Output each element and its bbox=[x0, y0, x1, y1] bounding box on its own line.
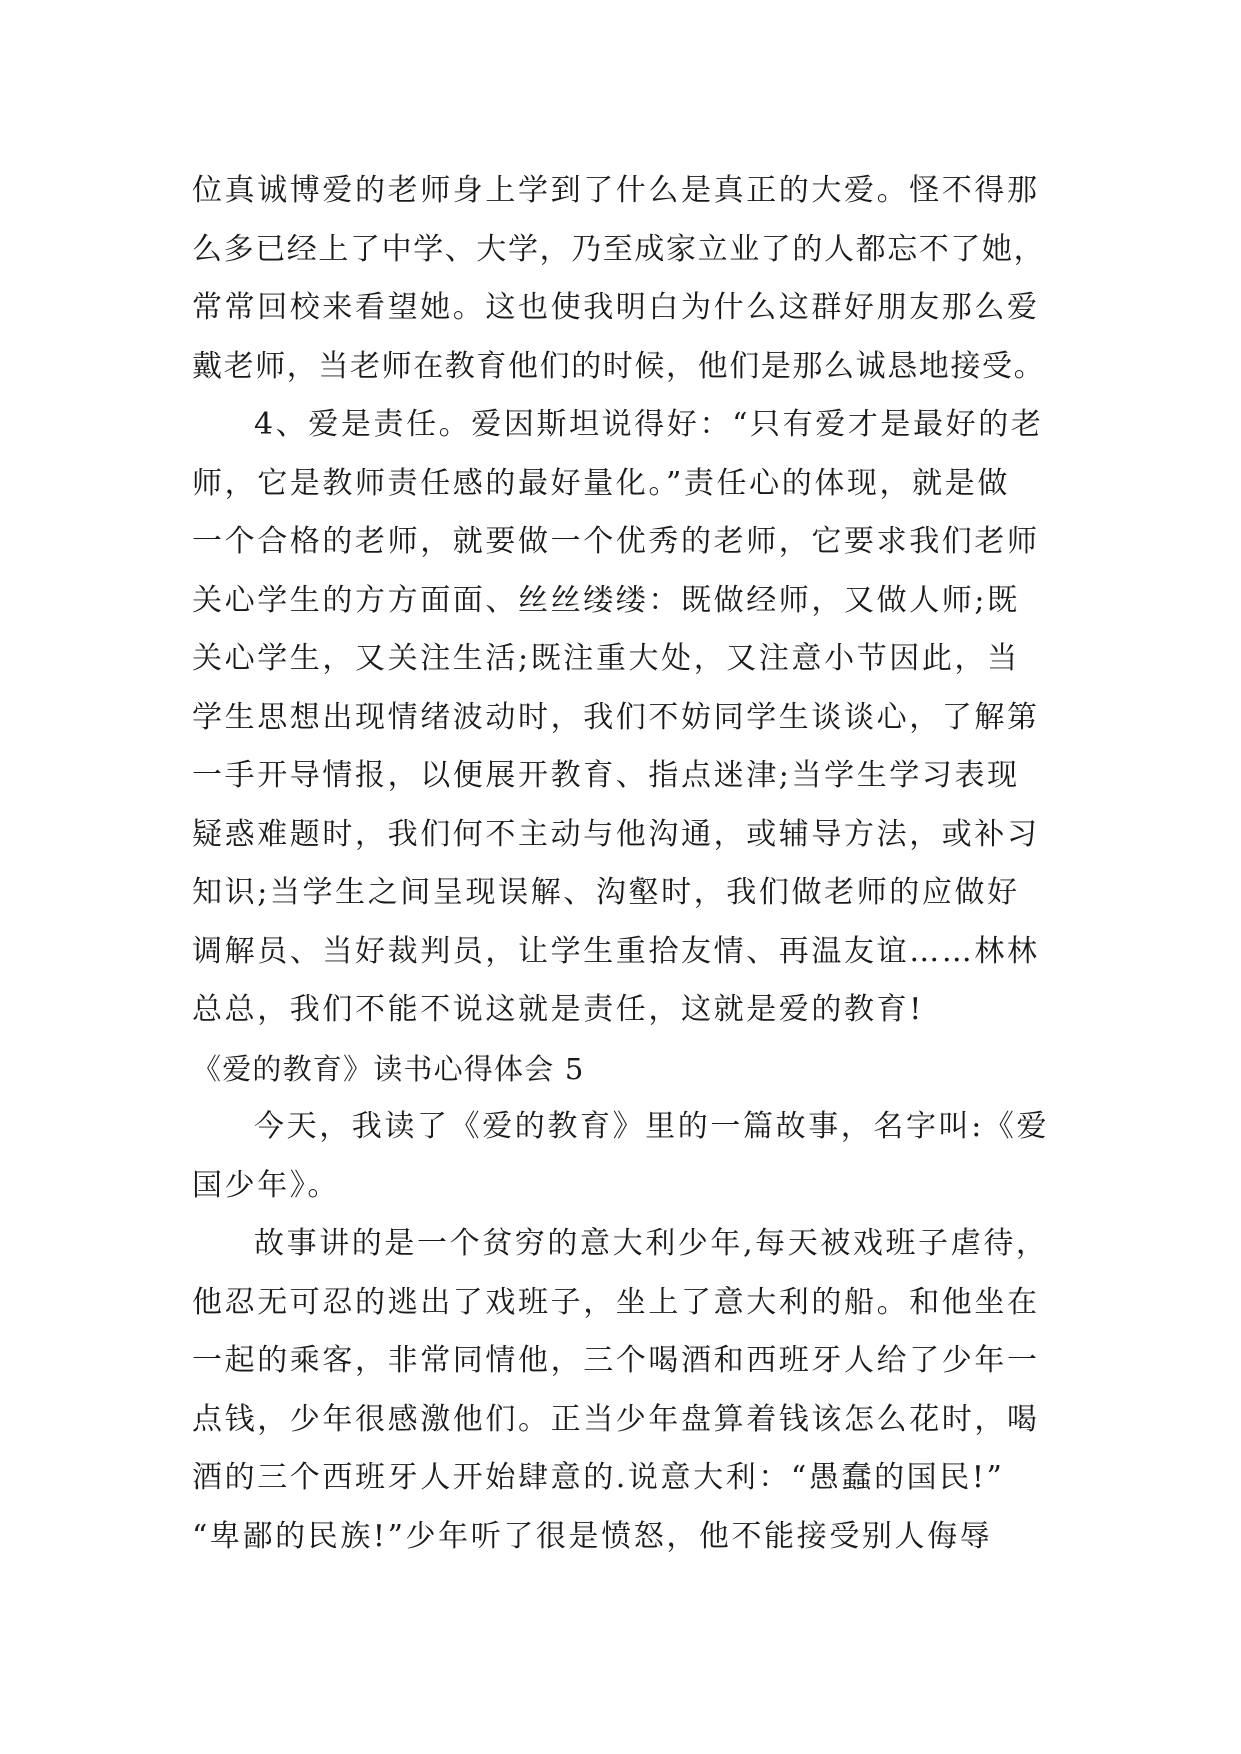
document-page bbox=[192, 162, 1052, 1566]
text-line: 戴老师，当老师在教育他们的时候，他们是那么诚恳地接受。 bbox=[192, 348, 1046, 384]
text-line: 学生思想出现情绪波动时，我们不妨同学生谈谈心，了解第 bbox=[192, 699, 1040, 735]
text-line: 故事讲的是一个贫穷的意大利少年,每天被戏班子虐待， bbox=[254, 1226, 1049, 1261]
text-line: “卑鄙的民族!”少年听了很是愤怒，他不能接受别人侮辱 bbox=[192, 1518, 993, 1554]
text-line: 知识;当学生之间呈现误解、沟壑时，我们做老师的应做好 bbox=[192, 875, 1020, 910]
text-line: 一个合格的老师，就要做一个优秀的老师，它要求我们老师 bbox=[192, 524, 1040, 559]
text-line: 总总，我们不能不说这就是责任，这就是爱的教育! bbox=[192, 992, 924, 1027]
text-line: 调解员、当好裁判员，让学生重拾友情、再温友谊……林林 bbox=[192, 933, 1040, 969]
text-line: 今天，我读了《爱的教育》里的一篇故事，名字叫:《爱 bbox=[254, 1109, 1050, 1144]
text-line: 师，它是教师责任感的最好量化。”责任心的体现，就是做 bbox=[192, 465, 1010, 501]
text-line: 疑惑难题时，我们何不主动与他沟通，或辅导方法，或补习 bbox=[192, 816, 1040, 852]
text-line: 点钱，少年很感激他们。正当少年盘算着钱该怎么花时，喝 bbox=[192, 1401, 1040, 1437]
text-line: 国少年》。 bbox=[192, 1167, 340, 1203]
text-line: 么多已经上了中学、大学，乃至成家立业了的人都忘不了她， bbox=[192, 231, 1046, 267]
section-title: 《爱的教育》读书心得体会 5 bbox=[192, 1051, 585, 1086]
text-line: 他忍无可忍的逃出了戏班子，坐上了意大利的船。和他坐在 bbox=[192, 1284, 1040, 1320]
text-line: 关心学生的方方面面、丝丝缕缕：既做经师，又做人师;既 bbox=[192, 582, 1020, 618]
text-line: 关心学生，又关注生活;既注重大处，又注意小节因此，当 bbox=[192, 641, 1020, 676]
text-line: 酒的三个西班牙人开始肆意的.说意大利：“愚蠢的国民!” bbox=[192, 1460, 1005, 1495]
text-line: 一手开导情报，以便展开教育、指点迷津;当学生学习表现 bbox=[192, 758, 1020, 793]
text-line: 4、爱是责任。爱因斯坦说得好：“只有爱才是最好的老 bbox=[254, 407, 1044, 442]
text-line: 位真诚博爱的老师身上学到了什么是真正的大爱。怪不得那 bbox=[192, 173, 1040, 208]
text-line: 常常回校来看望她。这也使我明白为什么这群好朋友那么爱 bbox=[192, 290, 1040, 325]
text-line: 一起的乘客，非常同情他，三个喝酒和西班牙人给了少年一 bbox=[192, 1343, 1040, 1378]
